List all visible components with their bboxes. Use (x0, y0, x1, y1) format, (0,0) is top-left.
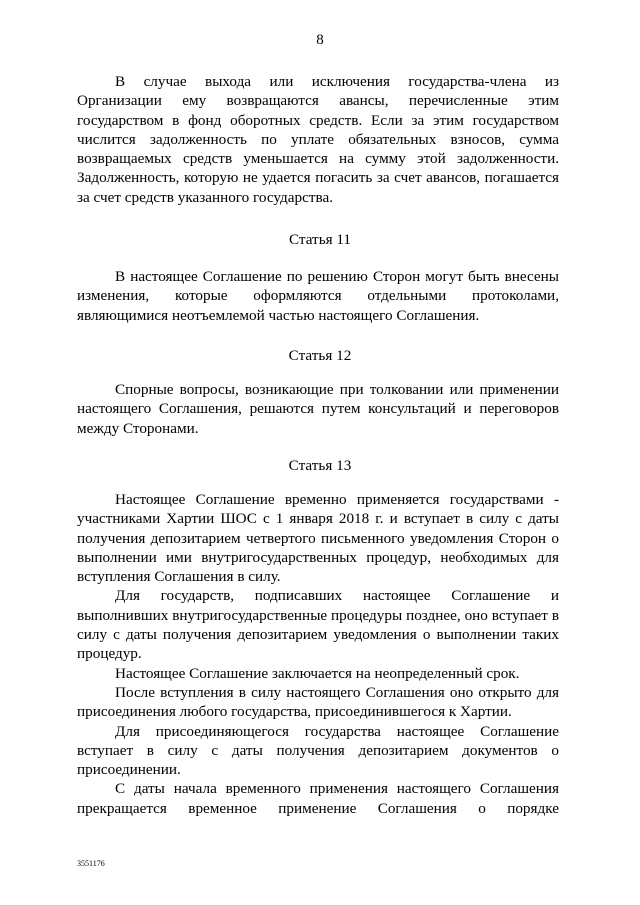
article-13-heading: Статья 13 (288, 457, 352, 474)
paragraph: Настоящее Соглашение временно применяется государствами - участниками Хартии ШОС с 1 января 2018 г. и вступает в силу с даты получения депозитарием четвертого письменного уведомления Сторон о выполнении ими внутригосударственных процедур, необходимых для вступления Соглашения в силу. (77, 491, 559, 586)
article-13-body (77, 490, 559, 818)
paragraph: Спорные вопросы, возникающие при толковании или применении настоящего Соглашения, решаются путем консультаций и переговоров между Сторонами. (77, 381, 559, 437)
page-number: 8 (316, 32, 324, 48)
paragraph: Для государств, подписавших настоящее Соглашение и выполнивших внутригосударственные процедуры позднее, оно вступает в силу с даты получения депозитарием уведомления о выполнении таких процедур. (77, 587, 559, 663)
paragraph: Настоящее Соглашение заключается на неопределенный срок. (115, 664, 520, 682)
paragraph: В настоящее Соглашение по решению Сторон могут быть внесены изменения, которые оформляются отдельными протоколами, являющимися неотъемлемой частью настоящего Соглашения. (77, 268, 559, 324)
paragraph: После вступления в силу настоящего Соглашения оно открыто для присоединения любого государства, присоединившегося к Хартии. (77, 683, 559, 721)
paragraph-block-advances (77, 72, 559, 207)
article-11-body (77, 267, 559, 325)
article-11-heading: Статья 11 (288, 231, 352, 248)
document-code: 3551176 (77, 859, 105, 868)
article-12-heading: Статья 12 (288, 347, 352, 364)
paragraph: С даты начала временного применения настоящего Соглашения прекращается временное применение Соглашения о порядке (77, 780, 559, 817)
paragraph: Для присоединяющегося государства настоящее Соглашение вступает в силу с даты получения депозитарием документов о присоединении. (77, 722, 559, 779)
paragraph: В случае выхода или исключения государства-члена из Организации ему возвращаются авансы, перечисленные этим государством в фонд оборотных средств. Если за этим государством числится задолженность по уплате обязательных взносов, сумма возвращаемых средств уменьшается на сумму этой задолженности. Задолженность, которую не удается погасить за счет авансов, погашается за счет средств указанного государства. (77, 73, 559, 206)
article-12-body (77, 380, 559, 438)
